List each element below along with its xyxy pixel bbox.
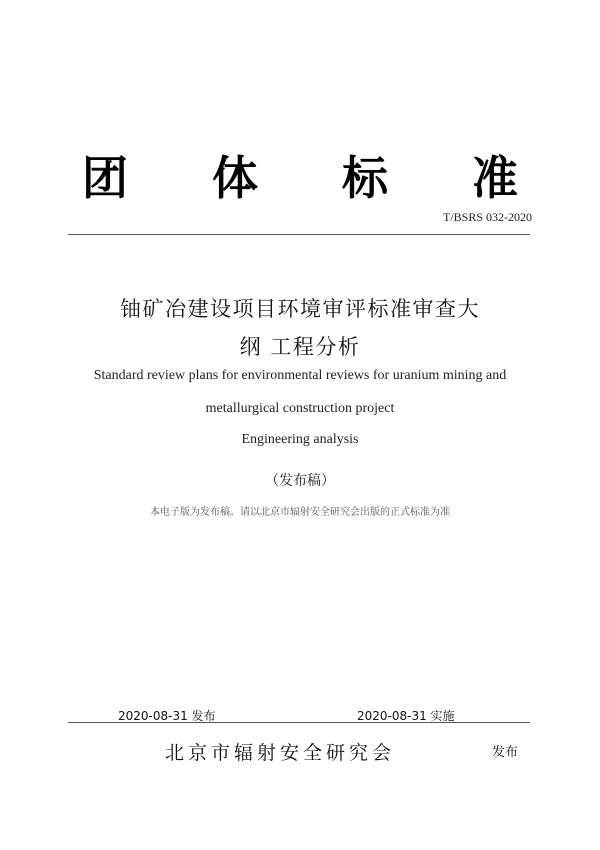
chinese-title — [60, 290, 540, 366]
implementation-date: 2020-08-31 实施 — [357, 709, 455, 723]
english-title-line-1: Standard review plans for environmental reviews for uranium mining and — [93, 368, 507, 383]
english-title-line-3: Engineering analysis — [241, 432, 359, 447]
top-divider — [68, 234, 530, 235]
publish-label: 发布 — [492, 745, 519, 760]
issuing-organization: 北京市辐射安全研究会 — [165, 742, 396, 764]
disclaimer-note: 本电子版为发布稿。请以北京市辐射安全研究会出版的正式标准为准 — [150, 507, 450, 518]
english-title-line-2: metallurgical construction project — [205, 401, 395, 416]
standard-code: T/BSRS 032-2020 — [442, 210, 532, 224]
chinese-title-line-2: 纲 工程分析 — [239, 335, 361, 359]
standard-type-title: 团 体 标 准 — [81, 151, 553, 205]
chinese-title-line-1: 铀矿冶建设项目环境审评标准审查大 — [120, 297, 480, 321]
release-status: （发布稿） — [265, 473, 335, 489]
issue-date: 2020-08-31 发布 — [118, 709, 216, 723]
bottom-divider — [68, 722, 530, 723]
